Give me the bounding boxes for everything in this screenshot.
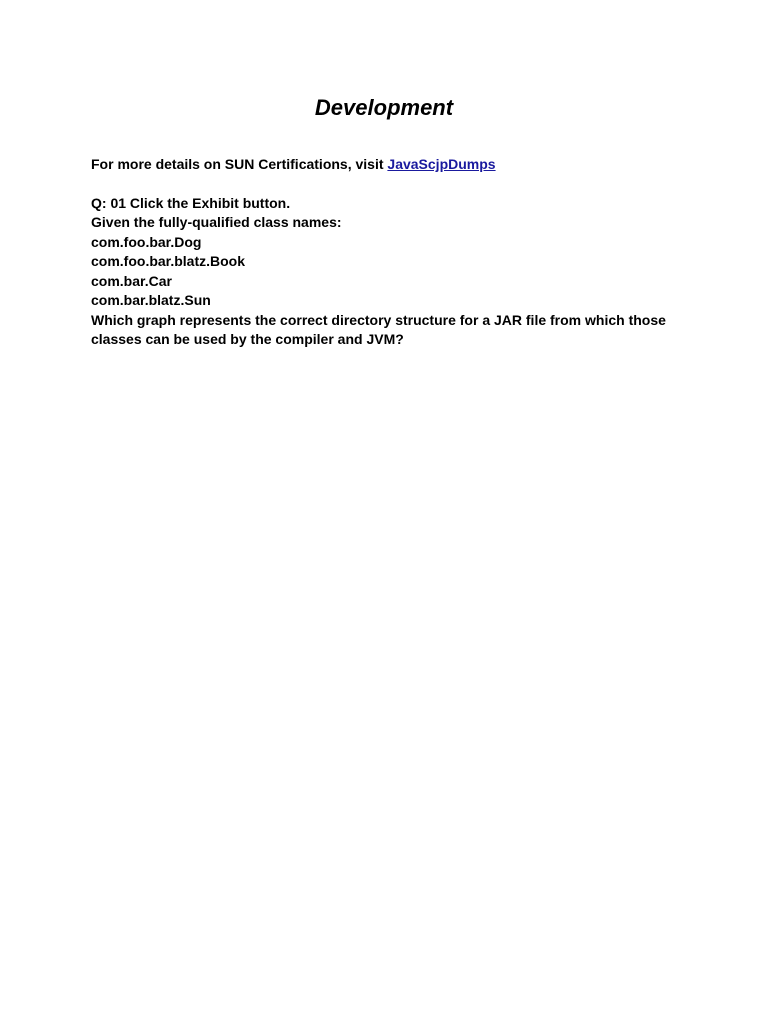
question-heading: Q: 01 Click the Exhibit button.	[91, 194, 291, 211]
class-name-item: com.foo.bar.blatz.Book	[91, 253, 246, 269]
javascjpdumps-link[interactable]: JavaScjpDumps	[387, 156, 496, 172]
class-name-item: com.bar.Car	[91, 272, 172, 289]
page-title: Development	[314, 95, 454, 120]
intro-text: For more details on SUN Certifications, visit	[91, 156, 388, 172]
question-prompt-line: classes can be used by the compiler and JVM?	[91, 331, 404, 347]
intro-paragraph	[91, 155, 711, 175]
paragraph-spacer	[91, 175, 711, 194]
question-given: Given the fully-qualified class names:	[91, 214, 342, 230]
class-name-item: com.foo.bar.Dog	[91, 233, 202, 250]
class-name-item: com.bar.blatz.Sun	[91, 292, 211, 308]
question-prompt-line: Which graph represents the correct directory structure for a JAR file from which those	[91, 311, 666, 328]
document-body	[91, 155, 711, 350]
